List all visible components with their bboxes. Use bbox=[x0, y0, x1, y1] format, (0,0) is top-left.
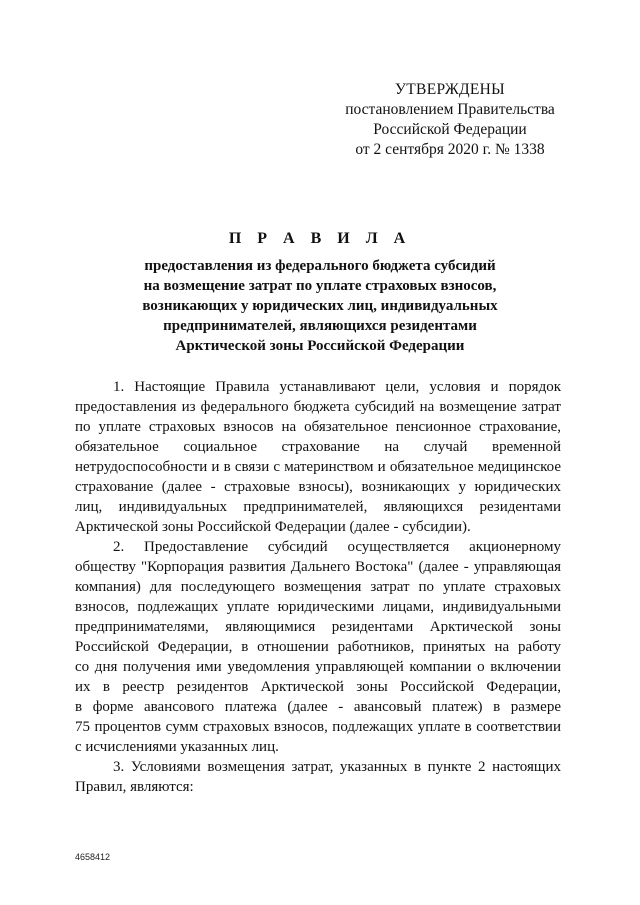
paragraph-line: нетрудоспособности и в связи с материнством и обязательное медицинское bbox=[75, 459, 561, 475]
paragraph-2 bbox=[75, 537, 561, 757]
paragraph-line: 75 процентов сумм страховых взносов, подлежащих уплате в соответствии bbox=[75, 719, 561, 735]
paragraph-line: по уплате страховых взносов на обязательное пенсионное страхование, bbox=[75, 419, 561, 435]
paragraph-line: страхование (далее - страховые взносы), возникающих у юридических bbox=[75, 479, 561, 495]
paragraph-line: предоставления из федерального бюджета субсидий на возмещение затрат bbox=[75, 399, 561, 415]
subtitle-line: Арктической зоны Российской Федерации bbox=[175, 338, 465, 354]
paragraph-line: Арктической зоны Российской Федерации (далее - субсидии). bbox=[75, 519, 471, 535]
paragraph-line: в форме авансового платежа (далее - авансовый платеж) в размере bbox=[75, 699, 561, 715]
subtitle-line: предоставления из федерального бюджета субсидий bbox=[144, 258, 496, 274]
paragraph-line: обществу "Корпорация развития Дальнего Востока" (далее - управляющая bbox=[75, 559, 561, 575]
document-code: 4658412 bbox=[75, 852, 111, 862]
approval-line-country: Российской Федерации bbox=[373, 121, 527, 138]
approval-title: УТВЕРЖДЕНЫ bbox=[395, 81, 505, 98]
subtitle-line: на возмещение затрат по уплате страховых взносов, bbox=[143, 278, 497, 294]
paragraph-line: обязательное социальное страхование на случай временной bbox=[75, 439, 561, 455]
approval-line-date-number: от 2 сентября 2020 г. № 1338 bbox=[355, 141, 545, 158]
paragraph-line: компания) для последующего возмещения затрат по уплате страховых bbox=[75, 579, 561, 595]
approval-stamp-block bbox=[330, 80, 570, 160]
paragraph-line: лиц, индивидуальных предпринимателей, являющихся резидентами bbox=[75, 499, 561, 515]
paragraph-line: предпринимателями, являющимися резидентами Арктической зоны bbox=[75, 619, 561, 635]
paragraph-1 bbox=[75, 377, 561, 537]
paragraph-line: 1. Настоящие Правила устанавливают цели, условия и порядок bbox=[113, 379, 561, 395]
paragraph-line: их в реестр резидентов Арктической зоны Российской Федерации, bbox=[75, 679, 561, 695]
paragraph-line: с исчислениями указанных лиц. bbox=[75, 739, 279, 755]
paragraph-line: Российской Федерации, в отношении работников, принятых на работу bbox=[75, 639, 561, 655]
paragraph-line: взносов, подлежащих уплате юридическими лицами, индивидуальными bbox=[75, 599, 561, 615]
paragraph-line: Правил, являются: bbox=[75, 779, 194, 795]
document-body bbox=[75, 377, 561, 797]
paragraph-line: 3. Условиями возмещения затрат, указанных в пункте 2 настоящих bbox=[113, 759, 561, 775]
paragraph-line: со дня получения ими уведомления управляющей компании о включении bbox=[75, 659, 561, 675]
paragraph-3 bbox=[75, 757, 561, 797]
paragraph-line: 2. Предоставление субсидий осуществляется акционерному bbox=[113, 539, 561, 555]
approval-line-resolution: постановлением Правительства bbox=[345, 101, 555, 118]
subtitle-line: возникающих у юридических лиц, индивидуальных bbox=[142, 298, 498, 314]
document-title: П Р А В И Л А bbox=[228, 230, 412, 247]
document-subtitle bbox=[120, 256, 520, 356]
subtitle-line: предпринимателей, являющихся резидентами bbox=[163, 318, 477, 334]
